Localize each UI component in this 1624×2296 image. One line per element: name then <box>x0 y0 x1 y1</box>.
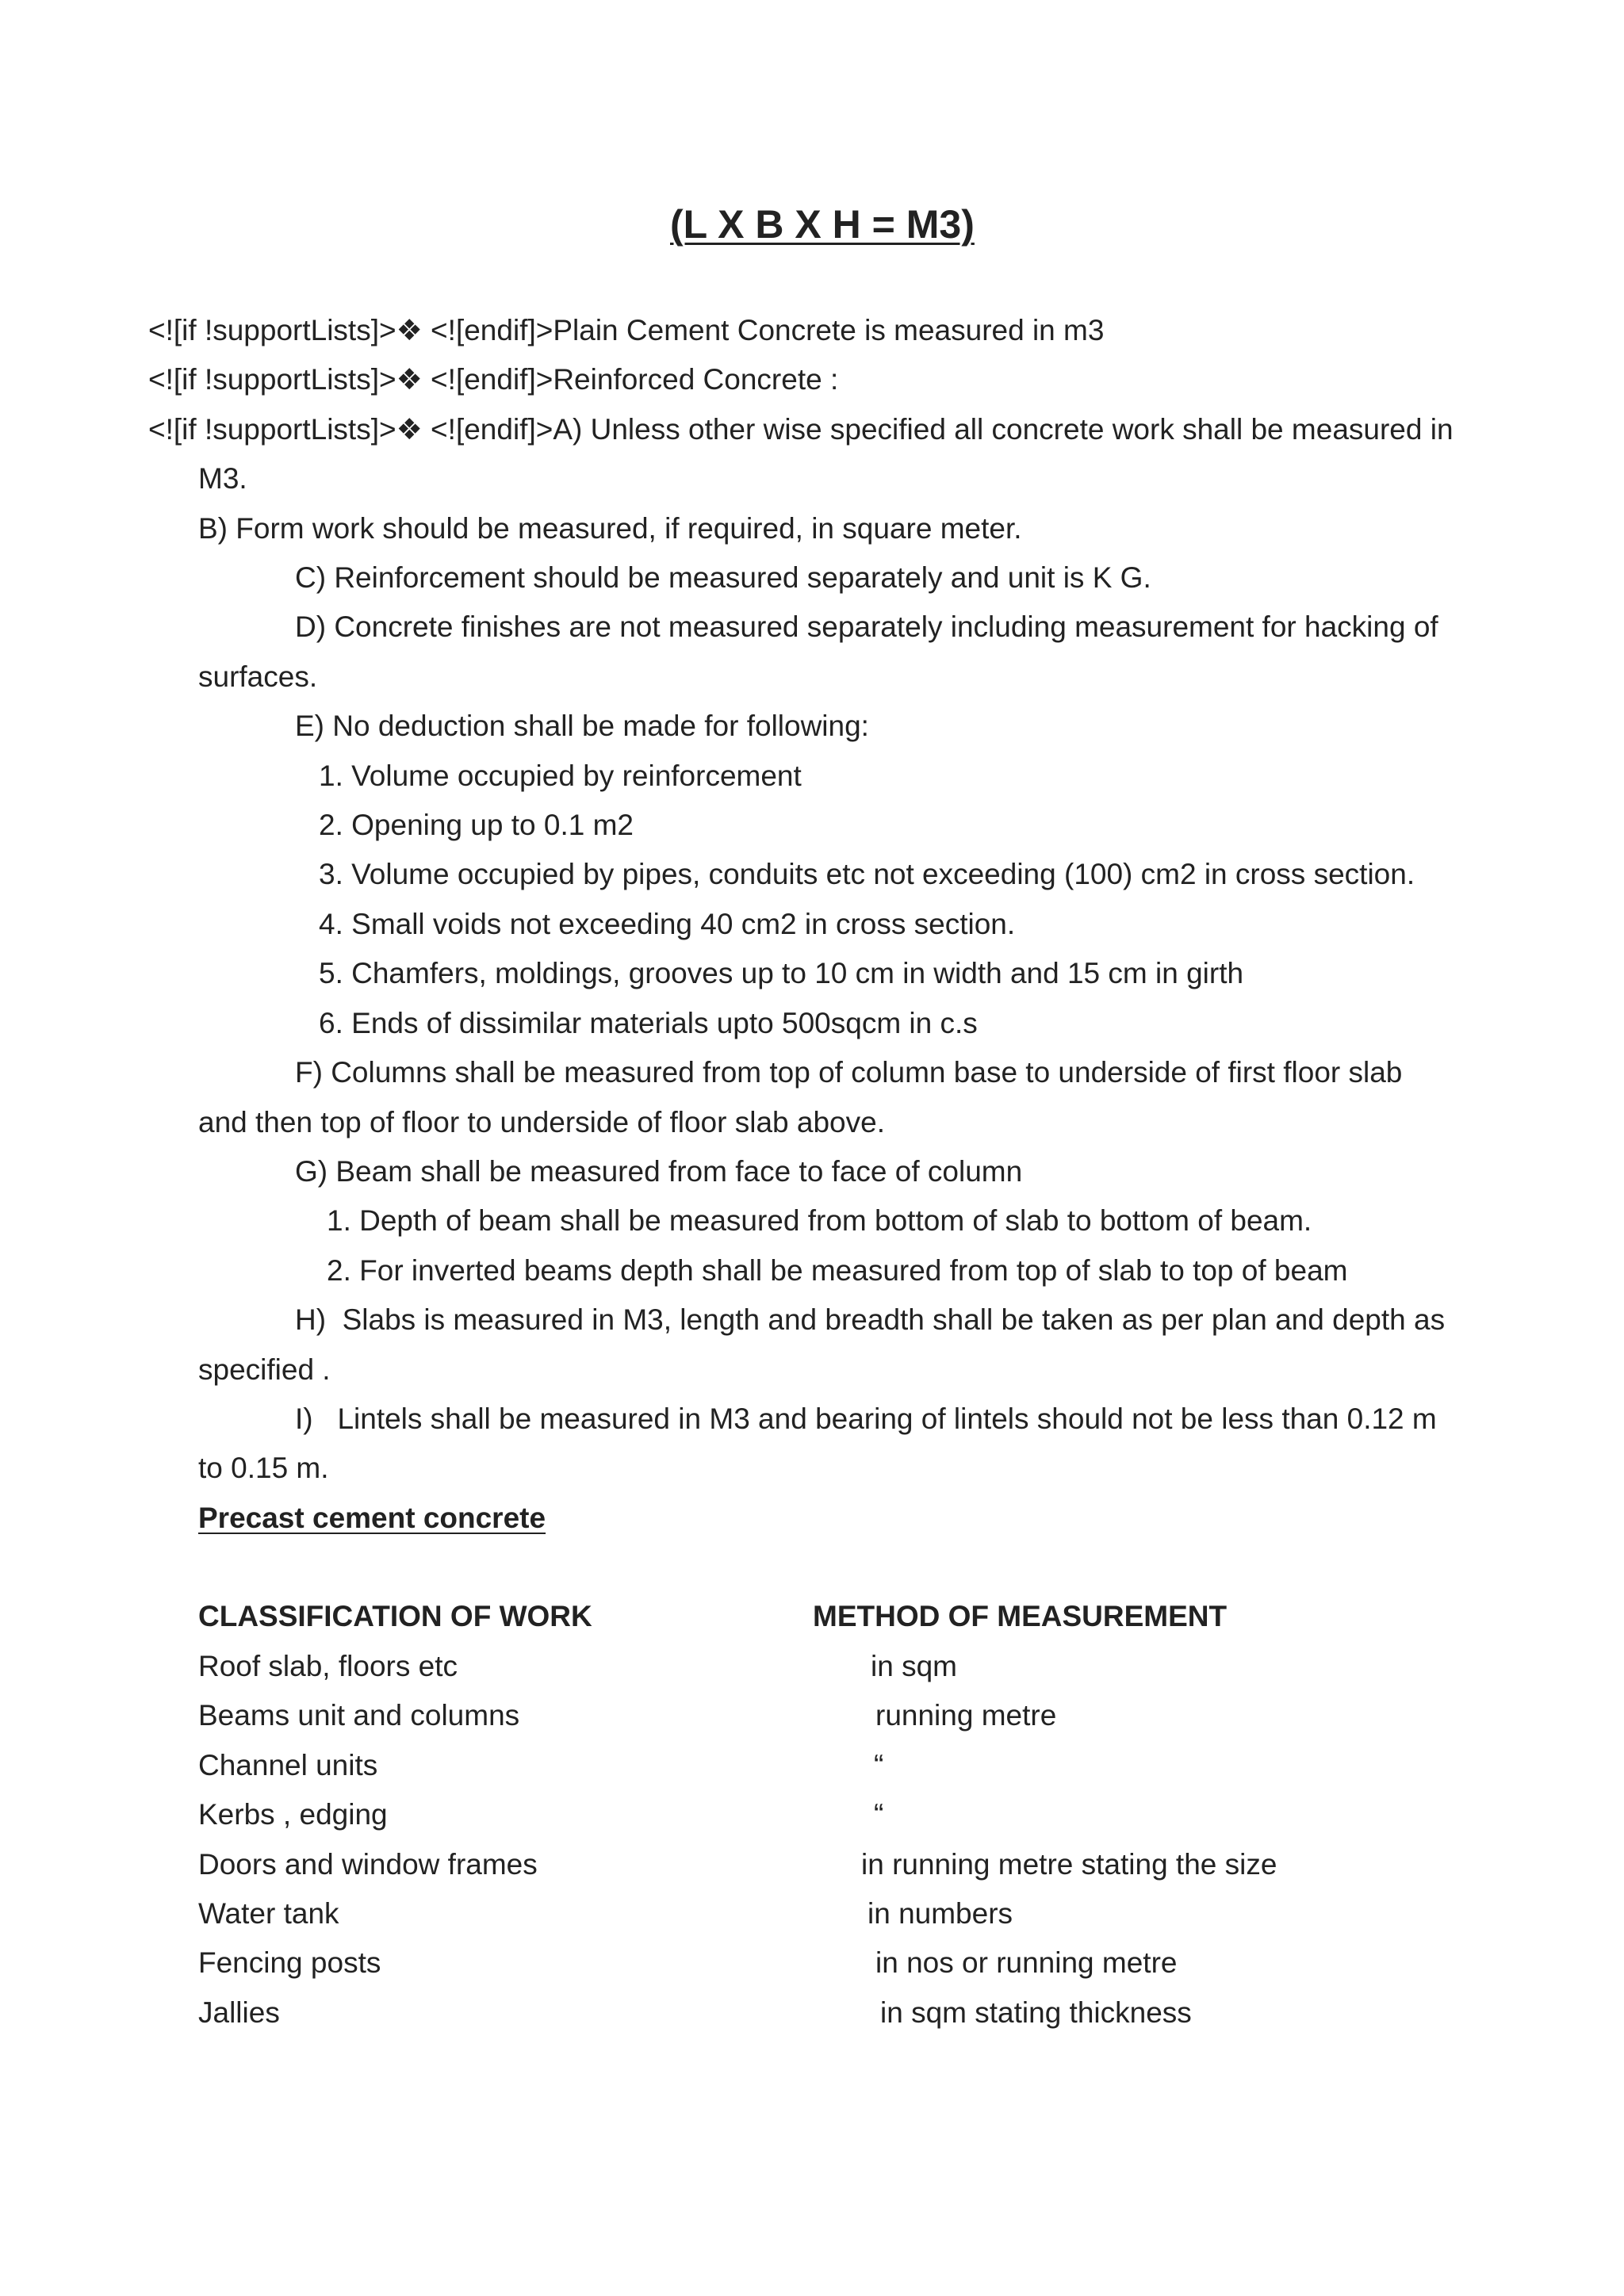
page-title: (L X B X H = M3) <box>670 202 975 247</box>
item-g-sub-1: 1. Depth of beam shall be measured from bottom of slab to bottom of beam. <box>327 1204 1312 1237</box>
table-row-work: Channel units <box>198 1749 378 1781</box>
table-row-method: in nos or running metre <box>875 1946 1178 1979</box>
item-f-continuation: and then top of floor to underside of floor slab above. <box>198 1106 885 1138</box>
item-g-sub-2: 2. For inverted beams depth shall be measured from top of slab to top of beam <box>327 1254 1348 1287</box>
table-row-method: in sqm <box>871 1650 957 1682</box>
item-e-sub-4: 4. Small voids not exceeding 40 cm2 in cross section. <box>319 908 1016 940</box>
item-e-sub-5: 5. Chamfers, moldings, grooves up to 10 cm in width and 15 cm in girth <box>319 957 1244 989</box>
table-row-work: Jallies <box>198 1996 280 2029</box>
table-row-method: “ <box>874 1749 884 1781</box>
table-row-work: Roof slab, floors etc <box>198 1650 458 1682</box>
table-row-work: Fencing posts <box>198 1946 381 1979</box>
item-e-sub-1: 1. Volume occupied by reinforcement <box>319 760 802 792</box>
item-f: F) Columns shall be measured from top of column base to underside of first floor slab <box>295 1056 1403 1089</box>
table-row-work: Beams unit and columns <box>198 1699 520 1732</box>
table-header-classification: CLASSIFICATION OF WORK <box>198 1600 592 1632</box>
item-g: G) Beam shall be measured from face to face of column <box>295 1155 1023 1188</box>
table-row-work: Kerbs , edging <box>198 1798 388 1831</box>
table-row-method: in running metre stating the size <box>861 1848 1277 1881</box>
table-row-method: in sqm stating thickness <box>880 1996 1192 2029</box>
item-a-continuation: M3. <box>198 462 247 495</box>
item-e-sub-2: 2. Opening up to 0.1 m2 <box>319 809 634 841</box>
table-row-work: Doors and window frames <box>198 1848 538 1881</box>
item-h-continuation: specified . <box>198 1353 331 1386</box>
item-e: E) No deduction shall be made for following: <box>295 710 869 742</box>
precast-heading: Precast cement concrete <box>198 1502 546 1534</box>
item-b: B) Form work should be measured, if required, in square meter. <box>198 512 1022 545</box>
table-row-method: “ <box>874 1798 884 1831</box>
item-h: H) Slabs is measured in M3, length and breadth shall be taken as per plan and depth as <box>295 1303 1446 1336</box>
bullet-reinforced-concrete: <![if !supportLists]>❖ <![endif]>Reinforced Concrete : <box>148 363 839 396</box>
table-row-work: Water tank <box>198 1897 339 1930</box>
table-row-method: in numbers <box>868 1897 1013 1930</box>
bullet-plain-concrete: <![if !supportLists]>❖ <![endif]>Plain Cement Concrete is measured in m3 <box>148 314 1105 346</box>
item-d: D) Concrete finishes are not measured separately including measurement for hacking of <box>295 610 1438 643</box>
item-i: I) Lintels shall be measured in M3 and bearing of lintels should not be less than 0.12 m <box>295 1402 1437 1435</box>
item-d-continuation: surfaces. <box>198 660 318 693</box>
item-e-sub-6: 6. Ends of dissimilar materials upto 500sqcm in c.s <box>319 1007 978 1039</box>
item-i-continuation: to 0.15 m. <box>198 1452 329 1484</box>
item-e-sub-3: 3. Volume occupied by pipes, conduits etc not exceeding (100) cm2 in cross section. <box>319 858 1415 890</box>
bullet-item-a: <![if !supportLists]>❖ <![endif]>A) Unless other wise specified all concrete work shall be measured in <box>148 413 1454 446</box>
table-header-method: METHOD OF MEASUREMENT <box>813 1600 1228 1632</box>
item-c: C) Reinforcement should be measured separately and unit is K G. <box>295 561 1151 594</box>
table-row-method: running metre <box>875 1699 1057 1732</box>
